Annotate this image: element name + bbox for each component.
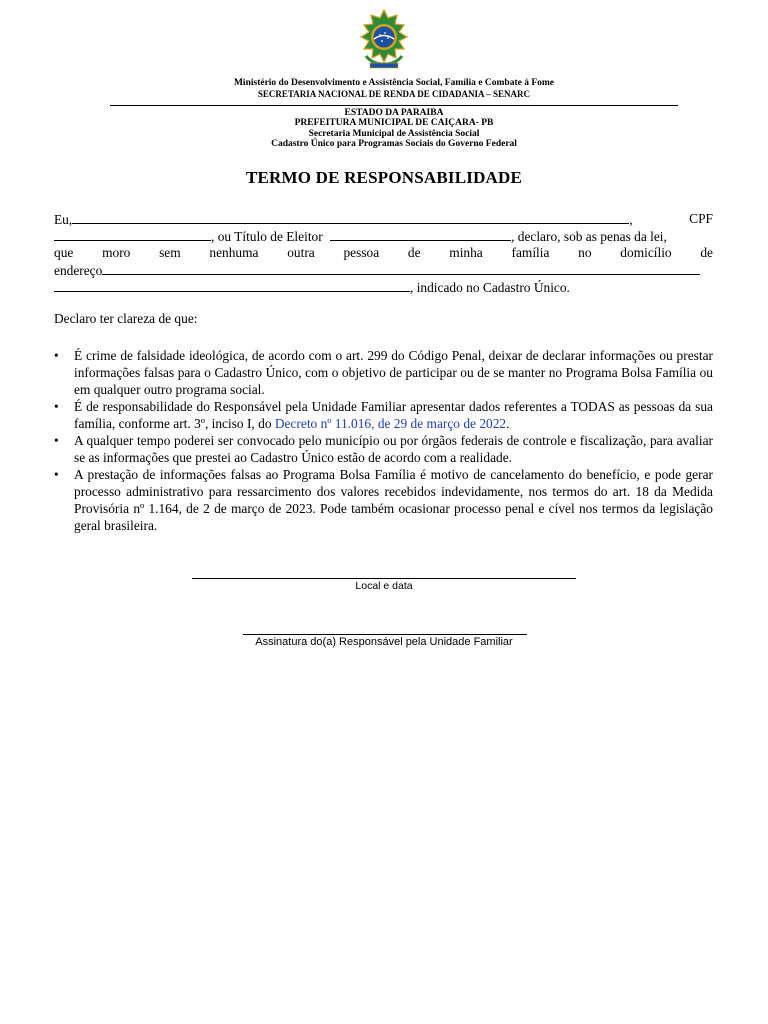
endereco-label: endereço: [54, 263, 103, 278]
local-data-label: Local e data: [355, 580, 413, 592]
bullet-icon: •: [54, 399, 59, 414]
line3-word: família: [511, 245, 550, 260]
line3-word: sem: [159, 245, 181, 260]
secretaria-municipal-heading: Secretaria Municipal de Assistência Social: [308, 129, 480, 139]
declaration-line-5: [54, 278, 713, 295]
declaration-line-1: Eu, , CPF: [54, 211, 713, 227]
decreto-link[interactable]: Decreto nº 11.016, de 29 de março de 2022: [274, 416, 507, 431]
line3-word: domicílio: [620, 245, 672, 260]
line3-word: moro: [102, 245, 131, 260]
responsibility-list: [54, 347, 713, 534]
declaration-line-2: [54, 227, 713, 244]
line3-word: outra: [287, 245, 315, 260]
titulo-eleitor-field[interactable]: [330, 227, 511, 241]
line3-word: de: [700, 245, 713, 260]
line3-word: pessoa: [343, 245, 380, 260]
line3-word: no: [578, 245, 592, 260]
cpf-field[interactable]: [54, 227, 211, 241]
estado-heading: ESTADO DA PARAIBA: [344, 108, 444, 118]
indicado-text: , indicado no Cadastro Único.: [410, 280, 570, 295]
declaro-clareza-text: Declaro ter clareza de que:: [54, 311, 198, 326]
declaration-line-4: [54, 261, 713, 278]
bullet-icon: •: [54, 348, 59, 363]
header-divider: [110, 105, 678, 106]
cpf-label: CPF: [689, 211, 713, 226]
declaration-line-3: [54, 244, 713, 261]
eu-label: Eu,: [54, 212, 73, 227]
list-item: • A prestação de informações falsas ao Programa Bolsa Família é motivo de cancelamento do benefício, e pode gerar processo administrativo para ressarcimento dos valores recebidos indevidamente, nos termos do art. 18 da Medida Provisória nº 1.164, de 2 de março de 2023. Pode também ocasionar processo penal e cível nos termos da legislação geral brasileira.: [54, 467, 713, 533]
signature-line[interactable]: [243, 634, 527, 635]
list-item: • A qualquer tempo poderei ser convocado pelo município ou por órgãos federais de controle e fiscalização, para avaliar se as informações que prestei ao Cadastro Único estão de acordo com a realidade.: [54, 433, 713, 465]
signature-label: Assinatura do(a) Responsável pela Unidade Familiar: [255, 636, 513, 648]
address-field[interactable]: [102, 261, 700, 275]
name-field[interactable]: [72, 210, 629, 224]
bullet-icon: •: [54, 433, 59, 448]
ministry-heading: Ministério do Desenvolvimento e Assistência Social, Família e Combate à Fome: [233, 78, 555, 88]
list-item: • É de responsabilidade do Responsável pela Unidade Familiar apresentar dados referentes a TODAS as pessoas da sua família, conforme art. 3º, inciso I, do Decreto nº 11.016, de 29 de março de 2022.: [54, 399, 713, 431]
list-item: • É crime de falsidade ideológica, de acordo com o art. 299 do Código Penal, deixar de declarar informações ou prestar informações falsas para o Cadastro Único, com o objetivo de participar ou de se manter no Programa Bolsa Família ou em qualquer outro programa social.: [54, 348, 713, 397]
line3-word: que: [54, 245, 74, 260]
line3-word: minha: [449, 245, 483, 260]
bullet-icon: •: [54, 467, 59, 482]
prefeitura-heading: PREFEITURA MUNICIPAL DE CAIÇARA- PB: [294, 118, 494, 128]
secretaria-heading: SECRETARIA NACIONAL DE RENDA DE CIDADANIA – SENARC: [257, 89, 531, 99]
local-data-line[interactable]: [192, 578, 576, 579]
cadastro-heading: Cadastro Único para Programas Sociais do Governo Federal: [271, 139, 517, 149]
brazil-coat-of-arms-icon: [352, 8, 416, 72]
address-field-continued[interactable]: [54, 278, 410, 292]
document-title: TERMO DE RESPONSABILIDADE: [245, 168, 523, 187]
declaro-text: , declaro, sob as penas da lei,: [511, 229, 667, 244]
line3-word: nenhuma: [209, 245, 259, 260]
titulo-label: , ou Título de Eleitor: [211, 229, 323, 244]
line3-word: de: [407, 245, 421, 260]
